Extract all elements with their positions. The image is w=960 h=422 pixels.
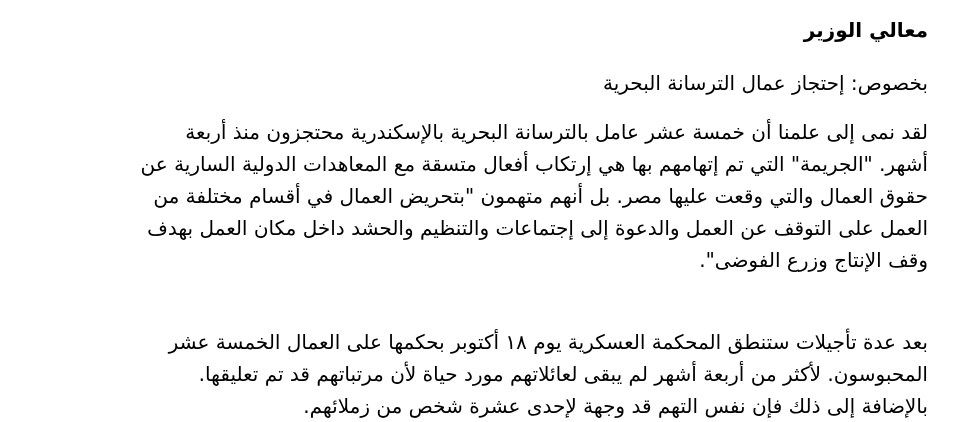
salutation: معالي الوزير: [803, 18, 928, 42]
paragraph-line: العمل على التوقف عن العمل والدعوة إلى إجتماعات والتنظيم والحشد داخل مكان العمل بهدف: [147, 216, 928, 240]
paragraph-line: بالإضافة إلى ذلك فإن نفس التهم قد وجهة لإحدى عشرة شخص من زملائهم.: [303, 394, 928, 418]
paragraph-line: وقف الإنتاج وزرع الفوضى".: [699, 248, 928, 272]
subject-line: [603, 66, 928, 100]
subject-text: إحتجاز عمال الترسانة البحرية: [602, 71, 845, 95]
paragraph-trial: [24, 326, 928, 422]
letter-document: [24, 0, 928, 420]
paragraph-line: أشهر. "الجريمة" التي تم إتهامهم بها هي إرتكاب أفعال متسقة مع المعاهدات الدولية السارية عن: [140, 152, 928, 176]
subject-label: بخصوص:: [850, 71, 928, 95]
paragraph-line: المحبوسون. لأكثر من أربعة أشهر لم يبقى لعائلاتهم مورد حياة لأن مرتباتهم قد تم تعليقها.: [198, 362, 928, 386]
paragraph-line: حقوق العمال والتي وقعت عليها مصر. بل أنهم متهمون "بتحريض العمال في أقسام مختلفة من: [153, 184, 928, 208]
paragraph-line: لقد نمى إلى علمنا أن خمسة عشر عامل بالترسانة البحرية بالإسكندرية محتجزون منذ أربعة: [185, 120, 928, 144]
paragraph-detention: [24, 116, 928, 276]
paragraph-line: بعد عدة تأجيلات ستنطق المحكمة العسكرية يوم ١٨ أكتوبر بحكمها على العمال الخمسة عشر: [168, 330, 928, 354]
